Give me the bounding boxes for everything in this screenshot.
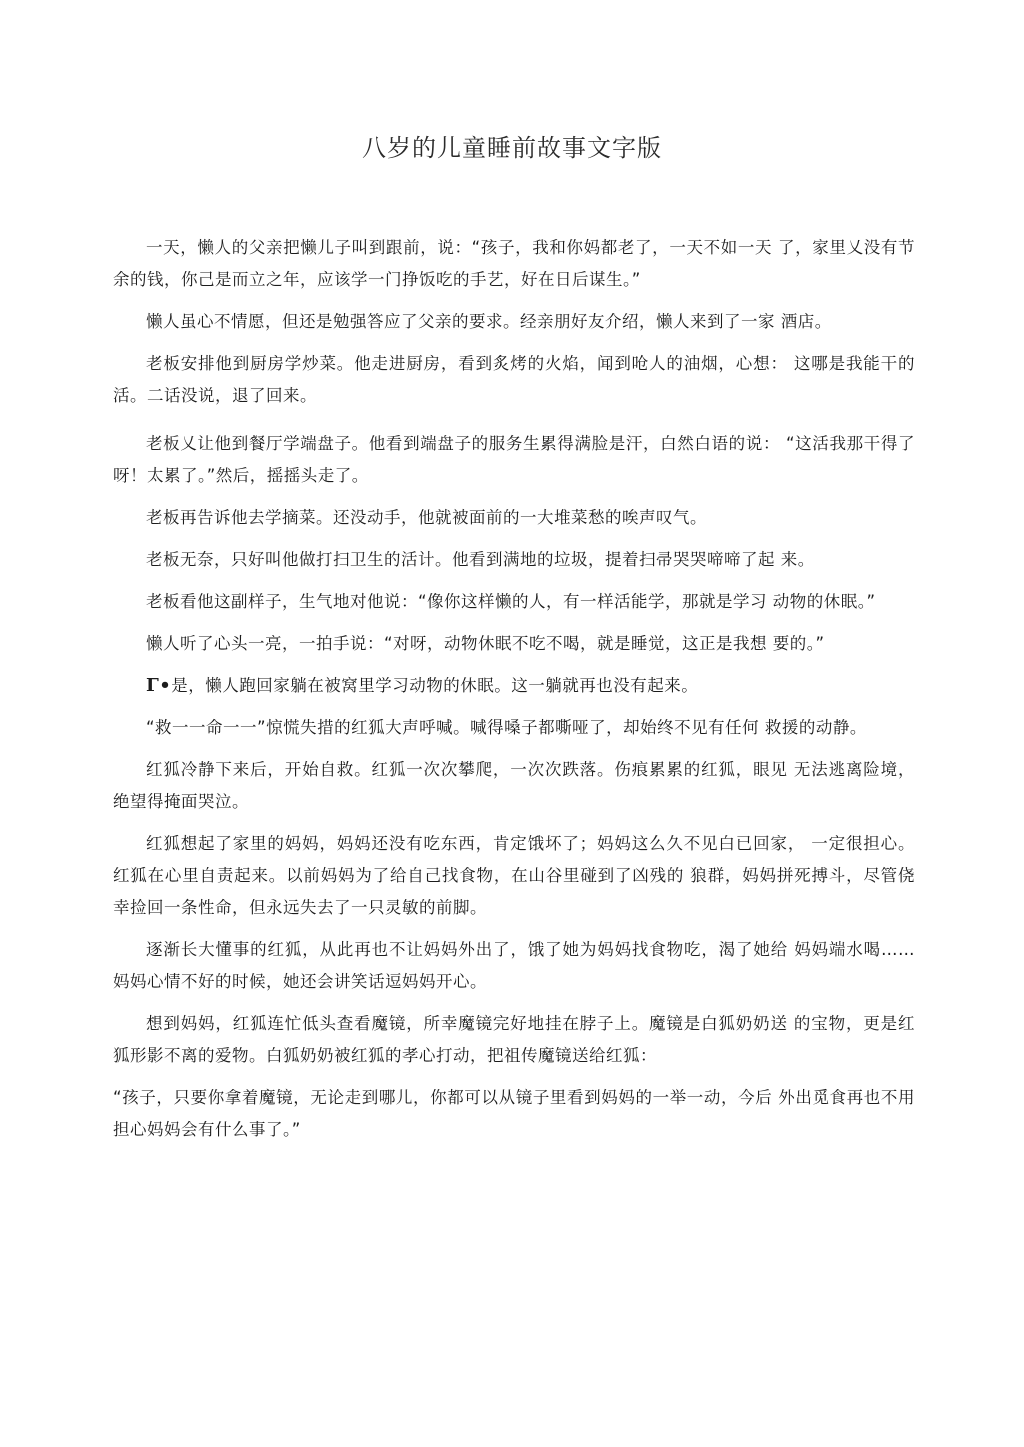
paragraph-4: 老板乂让他到餐厅学端盘子。他看到端盘子的服务生累得满脸是汗，白然白语的说： “这活我那干得了呀！太累了。”然后，摇摇头走了。 [113,434,915,485]
ocr-glyph-mark: Γ• [146,675,172,696]
document-title: 八岁的儿童睡前故事文字版 [362,134,662,162]
paragraph-12: 红狐想起了家里的妈妈，妈妈还没有吃东西，肯定饿坏了；妈妈这么久不见白已回家， 一定很担心。红狐在心里自责起来。以前妈妈为了给自己找食物，在山谷里碰到了凶残的 狼群，妈妈拼死搏斗，尽管侥幸捡回一条性命，但永远失去了一只灵敏的前脚。 [113,834,915,917]
paragraph-9 [113,670,915,702]
paragraph-11: 红狐冷静下来后，开始自救。红狐一次次攀爬，一次次跌落。伤痕累累的红狐，眼见 无法逃离险境，绝望得掩面哭泣。 [113,760,915,811]
paragraph-13: 逐渐长大懂事的红狐，从此再也不让妈妈外出了，饿了她为妈妈找食物吃，渴了她给 妈妈端水喝……妈妈心情不好的时候，她还会讲笑话逗妈妈开心。 [113,940,915,991]
paragraph-2: 懒人虽心不情愿，但还是勉强答应了父亲的要求。经亲朋好友介绍，懒人来到了一家 酒店。 [146,312,832,331]
paragraph-8: 懒人听了心头一亮，一拍手说：“对呀，动物休眠不吃不喝，就是睡觉，这正是我想 要的。” [146,634,825,653]
paragraph-6: 老板无奈，只好叫他做打扫卫生的活计。他看到满地的垃圾，提着扫帚哭哭啼啼了起 来。 [146,550,815,569]
paragraph-1: 一天，懒人的父亲把懒儿子叫到跟前，说：“孩子，我和你妈都老了，一天不如一天 了，家里乂没有节余的钱，你己是而立之年，应该学一门挣饭吃的手艺，好在日后谋生。” [113,238,915,289]
paragraph-3: 老板安排他到厨房学炒菜。他走进厨房，看到炙烤的火焰，闻到呛人的油烟，心想： 这哪是我能干的活。二话没说，退了回来。 [113,354,915,405]
paragraph-5: 老板再告诉他去学摘菜。还没动手，他就被面前的一大堆菜愁的唉声叹气。 [146,508,707,527]
document-body [113,232,915,1146]
paragraph-10: “救一一命一一”惊慌失措的红狐大声呼喊。喊得嗓子都嘶哑了，却始终不见有任何 救援的动静。 [146,718,867,737]
paragraph-9-text: 是，懒人跑回家躺在被窝里学习动物的休眠。这一躺就再也没有起来。 [171,676,699,695]
paragraph-15: “孩子，只要你拿着魔镜，无论走到哪儿，你都可以从镜子里看到妈妈的一举一动，今后 外出觅食再也不用担心妈妈会有什么事了。” [113,1088,915,1139]
paragraph-14: 想到妈妈，红狐连忙低头查看魔镜，所幸魔镜完好地挂在脖子上。魔镜是白狐奶奶送 的宝物，更是红狐形影不离的爱物。白狐奶奶被红狐的孝心打动，把祖传魔镜送给红狐： [113,1014,915,1065]
paragraph-7: 老板看他这副样子，生气地对他说：“像你这样懒的人，有一样活能学，那就是学习 动物的休眠。” [146,592,876,611]
